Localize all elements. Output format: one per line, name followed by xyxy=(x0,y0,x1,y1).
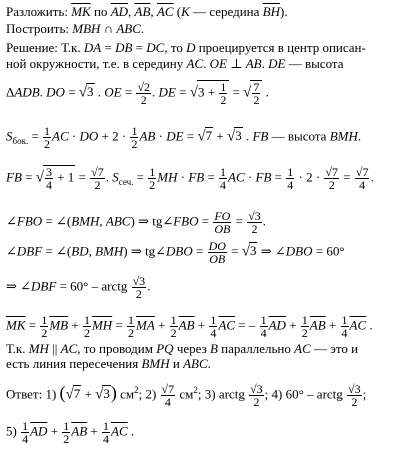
answer-line-2: 5) $\frac{1}{4}$ $\overline{AD}$ + $\frac{1}{2}$ $\overline{AB}$ + $\frac{1}{4}$ $\overline{AC}$ . xyxy=(6,419,135,446)
answer-line-1: Ответ: 1) (√7 + √3) $см^2$; 2) $\frac{√7}{4}$ $см^2$; 3) arctg $\frac{√3}{2}$ ; 4) 60° – arctg $\frac{√3}{2}$ ; xyxy=(6,382,367,409)
solution-line-6: ∠FBO = ∠(BMH, ABC) ⇒ tg∠FBO = $\frac{FO}{OB}$ = $\frac{√3}{2}$ . xyxy=(6,209,267,236)
solution-line-2: ной окружности, т.е. в середину AC. OE ⊥ AB. DE — высота xyxy=(6,56,344,71)
solution-line-3: ΔADB. DO = √3 . OE = $\frac{√2}{2}$ . DE = √3 + $\frac{1}{2}$ = √ $\frac{7}{2}$ . xyxy=(6,80,269,107)
solution-line-8: ⇒ ∠DBF = 60° – arctg $\frac{√3}{2}$ . xyxy=(6,274,151,301)
solution-line-5: FB = √ $\frac{3}{4}$ + 1 = $\frac{√7}{2}$ . $S_{сеч.}$ = $\frac{1}{2}$ MH · FB = $\frac{1}{4}$ AC · FB = $\frac{1}{4}$ · 2 · $\frac{√7}{2}$ = $\frac{√7}{4}$ . xyxy=(6,165,374,192)
solution-line-4: $S_{бок.}$ = $\frac{1}{2}$ AC · DO + 2 · $\frac{1}{2}$ AB · DE = √7 + √3 . FB — высота BMH. xyxy=(6,124,362,151)
task-construct: Построить: MBH ∩ ABC. xyxy=(6,21,145,36)
vector-decomposition: $\overline{MK}$ = $\frac{1}{2}$ $\overline{MB}$ + $\frac{1}{2}$ $\overline{MH}$ = $\frac{1}{2}$ $\overline{MA}$ + $\frac{1}{2}$ $\overline{AB}$ + $\frac{1}{4}$ $\overline{AC}$ = – $\frac{1}{4}$ $\overline{AD}$ + $\frac{1}{2}$ $\overline{AB}$ + $\frac{1}{4}$ $\overline{AC}$ . xyxy=(6,313,373,340)
solution-line-1: Решение: Т.к. DA = DB = DC, то D проецируется в центр описан- xyxy=(6,40,366,55)
solution-line-10: есть линия пересечения BMH и ABC. xyxy=(6,356,211,371)
solution-line-9: Т.к. MH || AC, то проводим PQ через B параллельно AC — это и xyxy=(6,341,359,356)
solution-line-7: ∠DBF = ∠(BD, BMH) ⇒ tg∠DBO = $\frac{DO}{OB}$ = √3 ⇒ ∠DBO = 60° xyxy=(6,239,345,266)
task-decompose: Разложить: $\overline{MK}$ по $\overline{AD}$, $\overline{AB}$, $\overline{AC}$ (K — середина $\overline{BH}$). xyxy=(6,4,288,19)
